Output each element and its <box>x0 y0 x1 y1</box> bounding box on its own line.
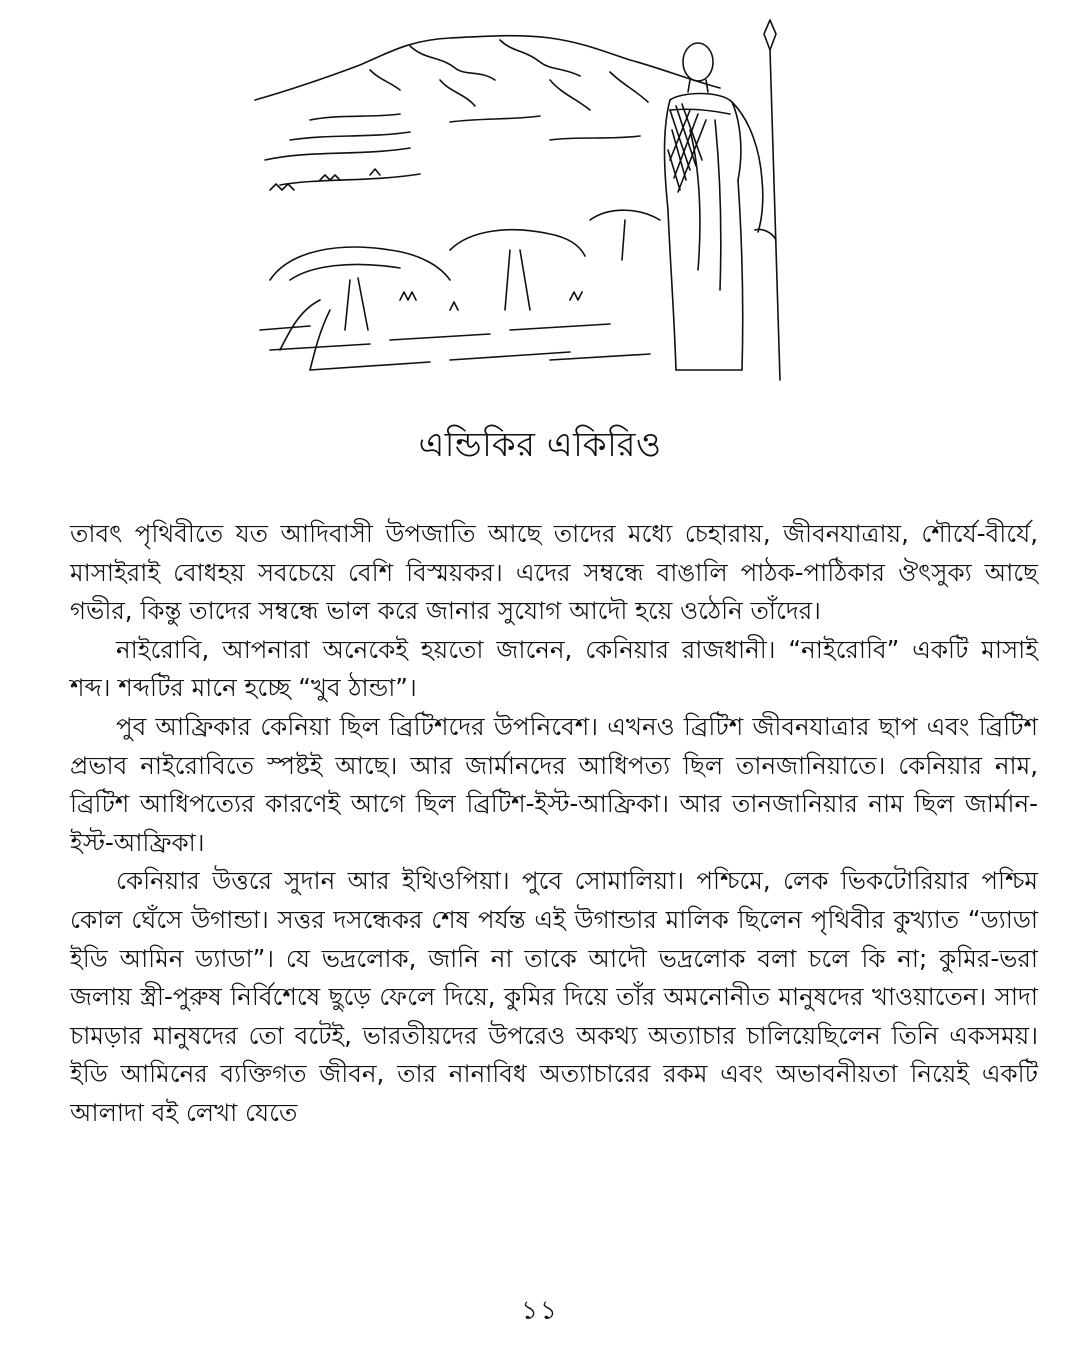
mountain-maasai-warrior-illustration <box>250 10 820 385</box>
body-text <box>70 515 1038 1133</box>
paragraph-1: তাবৎ পৃথিবীতে যত আদিবাসী উপজাতি আছে তাদের মধ্যে চেহারায়, জীবনযাত্রায়, শৌর্যে-বীর্যে, মাসাইরাই বোধহয় সবচেয়ে বেশি বিস্ময়কর। এদের সম্বন্ধে বাঙালি পাঠক-পাঠিকার ঔৎসুক্য আছে গভীর, কিন্তু তাদের সম্বন্ধে ভাল করে জানার সুযোগ আদৌ হয়ে ওঠেনি তাঁদের। <box>70 519 1038 626</box>
paragraph-3: পুব আফ্রিকার কেনিয়া ছিল ব্রিটিশদের উপনিবেশ। এখনও ব্রিটিশ জীবনযাত্রার ছাপ এবং ব্রিটিশ প্রভাব নাইরোবিতে স্পষ্টই আছে। আর জার্মানদের আধিপত্য ছিল তানজানিয়াতে। কেনিয়ার নাম, ব্রিটিশ আধিপত্যের কারণেই আগে ছিল ব্রিটিশ-ইস্ট-আফ্রিকা। আর তানজানিয়ার নাম ছিল জার্মান-ইস্ট-আফ্রিকা। <box>70 711 1038 857</box>
page-number: ১১ <box>521 1296 559 1326</box>
paragraph-2: নাইরোবি, আপনারা অনেকেই হয়তো জানেন, কেনিয়ার রাজধানী। “নাইরোবি” একটি মাসাই শব্দ। শব্দটির মানে হচ্ছে “খুব ঠান্ডা”। <box>70 634 1038 703</box>
chapter-title: এন্ডিকির একিরিও <box>418 425 662 465</box>
paragraph-4: কেনিয়ার উত্তরে সুদান আর ইথিওপিয়া। পুবে সোমালিয়া। পশ্চিমে, লেক ভিকটোরিয়ার পশ্চিম কোল ঘেঁসে উগান্ডা। সত্তর দসন্ধেকর শেষ পর্যন্ত এই উগান্ডার মালিক ছিলেন পৃথিবীর কুখ্যাত “ড্যাডা ইডি আমিন ড্যাডা”। যে ভদ্রলোক, জানি না তাকে আদৌ ভদ্রলোক বলা চলে কি না; কুমির-ভরা জলায় স্ত্রী-পুরুষ নির্বিশেষে ছুড়ে ফেলে দিয়ে, কুমির দিয়ে তাঁর অমনোনীত মানুষদের খাওয়াতেন। সাদা চামড়ার মানুষদের তো বটেই, ভারতীয়দের উপরেও অকথ্য অত্যাচার চালিয়েছিলেন তিনি একসময়। ইডি আমিনের ব্যক্তিগত জীবন, তার নানাবিধ অত্যাচারের রকম এবং অভাবনীয়তা নিয়েই একটি আলাদা বই লেখা যেতে <box>70 866 1038 1127</box>
